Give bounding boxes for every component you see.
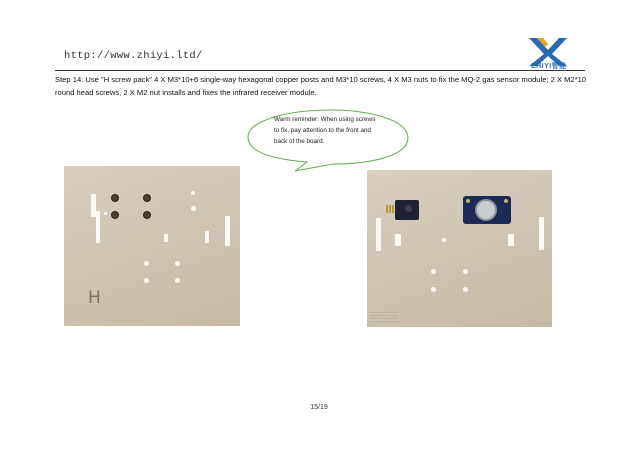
board-hole (463, 287, 468, 292)
board-slot (205, 231, 209, 243)
mount-hole (466, 199, 470, 203)
board-hole (191, 191, 195, 195)
board-hole (144, 261, 149, 266)
board-hole (431, 269, 436, 274)
reminder-line-1: Warm reminder: When using screws (274, 116, 376, 123)
ir-receiver-module (395, 200, 419, 220)
logo-wordmark: ZHIYI智能 (531, 63, 567, 70)
mq2-gas-sensor-module (463, 196, 511, 224)
board-hole (175, 261, 180, 266)
board-hole (144, 278, 149, 283)
reminder-line-2: to fix, pay attention to the front and (274, 127, 371, 134)
header-divider (55, 70, 585, 71)
gas-sensor-dome-icon (475, 199, 497, 221)
board-slot (376, 218, 381, 251)
board-hole (431, 287, 436, 292)
board-slot (395, 234, 401, 246)
nut-marker (111, 194, 119, 202)
ir-sensor-icon (405, 205, 412, 212)
board-h-mark: H (88, 288, 101, 308)
header-pins (386, 205, 395, 213)
board-slot (104, 212, 107, 215)
board-photo-back (367, 170, 552, 327)
board-hole (191, 206, 196, 211)
nut-marker (143, 211, 151, 219)
nut-marker (143, 194, 151, 202)
board-slot (96, 211, 100, 243)
board-hole (175, 278, 180, 283)
nut-marker (111, 211, 119, 219)
page-number: 15/19 (310, 404, 328, 411)
board-hole (442, 238, 446, 242)
reminder-line-3: back of the board. (274, 138, 325, 145)
board-slot (508, 234, 514, 246)
step-instruction: Step 14: Use "H screw pack" 4 X M3*10+6 single-way hexagonal copper posts and M3*10 screws, 4 X M3 nuts to fix the MQ-2 gas sensor module; 2 X M2*10 round head screws, 2 X M2 nut installs and fixes the infrared receiver module. (55, 75, 587, 97)
board-slot (164, 234, 168, 242)
board-engraving (369, 310, 399, 322)
reminder-text (274, 114, 414, 147)
board-slot (225, 216, 230, 246)
header-url: http://www.zhiyi.ltd/ (64, 50, 203, 62)
board-hole (463, 269, 468, 274)
board-slot (539, 217, 544, 250)
mount-hole (504, 199, 508, 203)
